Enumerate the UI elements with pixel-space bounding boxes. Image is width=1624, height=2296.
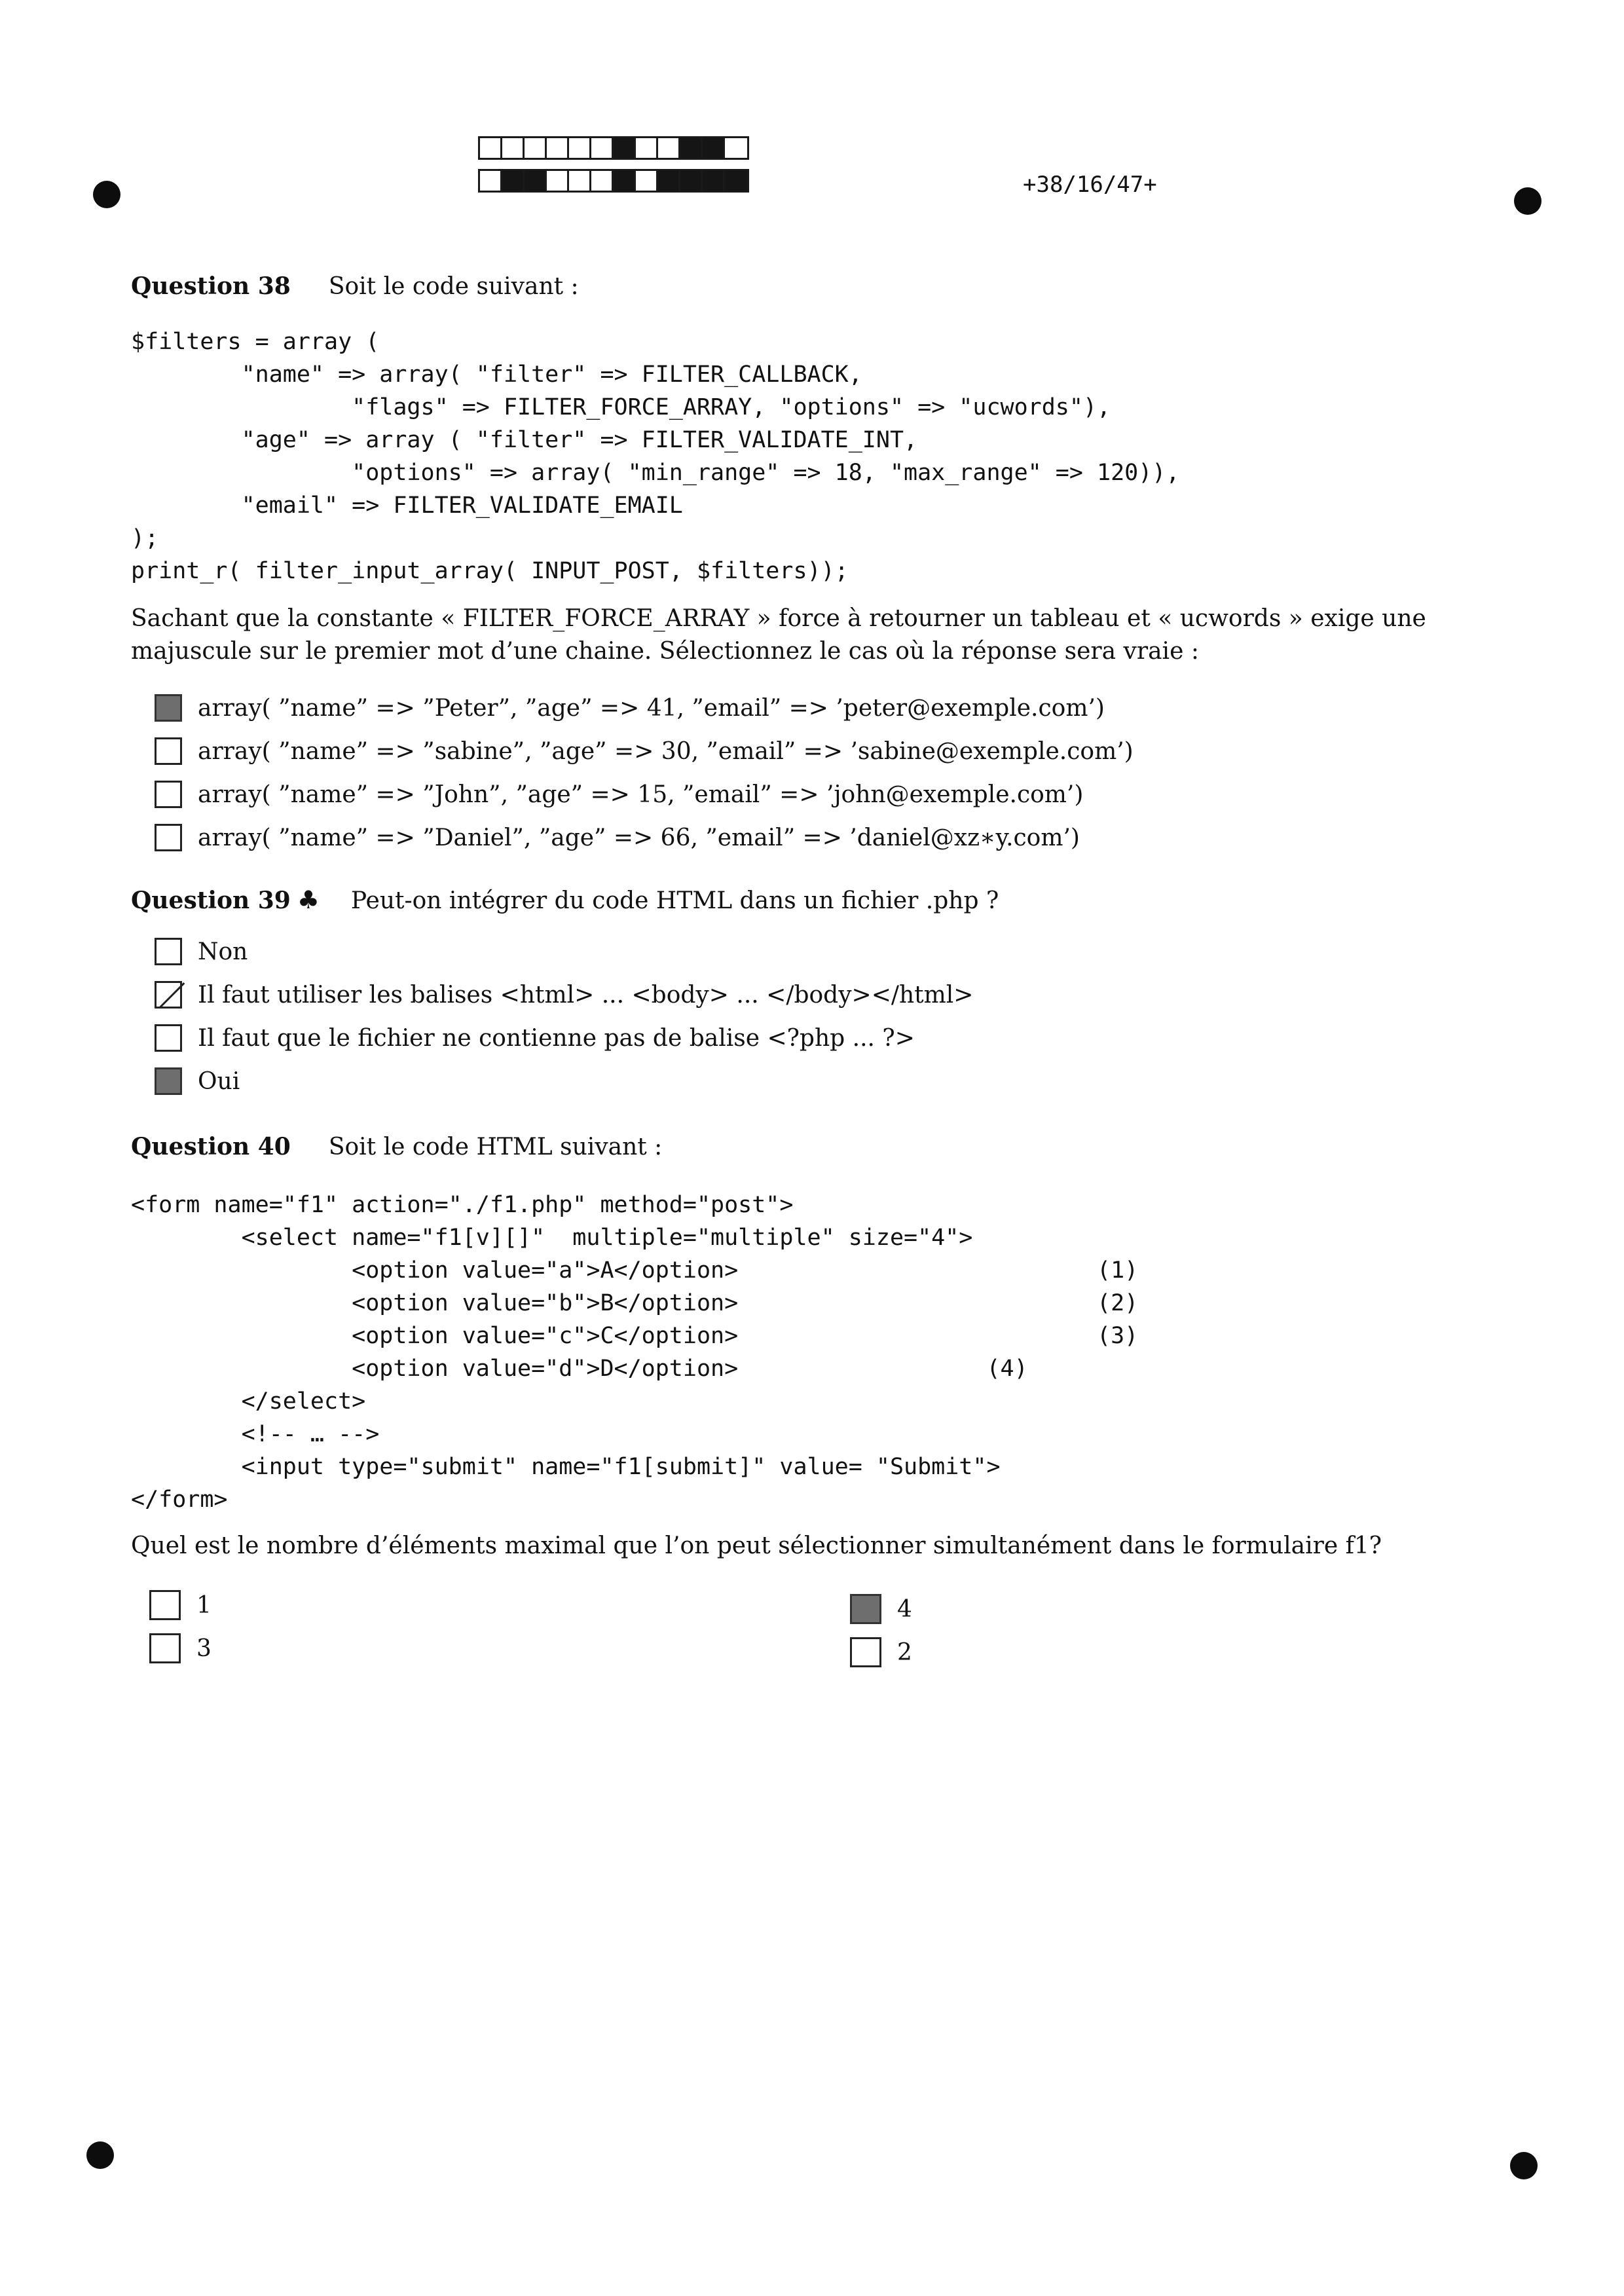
checkbox[interactable]	[155, 981, 182, 1009]
choice-label: Il faut utiliser les balises <html> ... <body> ... </body></html>	[198, 981, 974, 1009]
barcode-cell	[569, 171, 591, 191]
checkbox[interactable]	[155, 938, 182, 965]
checkbox[interactable]	[155, 781, 182, 808]
checkbox[interactable]	[155, 1024, 182, 1052]
q40-text: Quel est le nombre d’éléments maximal que l’on peut sélectionner simultanément dans le formulaire f1?	[131, 1532, 1382, 1559]
barcode-cell	[502, 138, 525, 158]
barcode-cell	[680, 138, 703, 158]
question-number: Question 38	[131, 272, 291, 300]
checkbox[interactable]	[155, 824, 182, 851]
choice-label: Oui	[198, 1067, 240, 1095]
choice-label: 1	[196, 1591, 212, 1619]
checkbox[interactable]	[155, 694, 182, 722]
q38-code-block: $filters = array ( "name" => array( "filter" => FILTER_CALLBACK, "flags" => FILTER_FORCE_ARRAY, "options" => "ucwords"), "age" => array ( "filter" => FILTER_VALIDATE_INT, "options" => array( "min_range" => 18, "max_range" => 120)), "email" => FILTER_VALIDATE_EMAIL ); print_r( filter_input_array( INPUT_POST, $filters));	[131, 329, 1180, 584]
checkbox[interactable]	[850, 1594, 881, 1624]
q39-choice[interactable]	[155, 1067, 240, 1095]
registration-mark-bottom-right	[1510, 2152, 1538, 2179]
question-number: Question 39	[131, 887, 291, 914]
barcode-cell	[636, 138, 658, 158]
choice-label: 4	[897, 1595, 912, 1623]
barcode-cell	[658, 138, 680, 158]
barcode-cell	[614, 171, 636, 191]
barcode-cell	[569, 138, 591, 158]
registration-mark-bottom-left	[86, 2141, 114, 2169]
barcode-cell	[725, 138, 747, 158]
barcode-cell	[591, 138, 614, 158]
page-id: +38/16/47+	[1023, 172, 1157, 198]
barcode-cell	[614, 138, 636, 158]
q38-text: Sachant que la constante « FILTER_FORCE_ARRAY » force à retourner un tableau et « ucwords » exige une majuscule sur le premier mot d’une chaine. Sélectionnez le cas où la réponse sera vraie :	[131, 605, 1426, 665]
question-prompt: Soit le code suivant :	[328, 273, 579, 300]
barcode-bottom	[478, 169, 749, 193]
choice-label: Non	[198, 938, 248, 965]
q39-choice[interactable]	[155, 981, 973, 1009]
choice-label: 2	[897, 1639, 912, 1666]
q40-choice[interactable]	[850, 1637, 912, 1667]
q38-choice[interactable]	[155, 694, 1105, 722]
q38-choice[interactable]	[155, 737, 1134, 765]
barcode-cell	[547, 138, 569, 158]
barcode-cell	[525, 171, 547, 191]
club-icon: ♣	[297, 885, 320, 914]
question-number: Question 40	[131, 1133, 291, 1160]
barcode-cell	[525, 138, 547, 158]
q40-choice[interactable]	[149, 1633, 212, 1663]
choice-label: 3	[196, 1635, 212, 1662]
barcode-cell	[658, 171, 680, 191]
q38-choice[interactable]	[155, 824, 1080, 851]
checkbox[interactable]	[850, 1637, 881, 1667]
barcode-cell	[480, 171, 502, 191]
choice-label: array( ”name” => ”John”, ”age” => 15, ”email” => ’john@exemple.com’)	[198, 781, 1084, 808]
barcode-cell	[547, 171, 569, 191]
registration-mark-top-right	[1514, 187, 1541, 215]
question-40-header	[131, 1133, 662, 1160]
choice-label: array( ”name” => ”Daniel”, ”age” => 66, ”email” => ’daniel@xz∗y.com’)	[198, 824, 1080, 851]
barcode-cell	[680, 171, 703, 191]
checkbox[interactable]	[155, 1067, 182, 1095]
barcode-cell	[703, 138, 725, 158]
registration-mark-top-left	[93, 181, 120, 208]
barcode-cell	[591, 171, 614, 191]
barcode-cell	[502, 171, 525, 191]
barcode-cell	[480, 138, 502, 158]
q38-choice[interactable]	[155, 781, 1083, 808]
question-39-header	[131, 885, 999, 914]
question-prompt: Peut-on intégrer du code HTML dans un fichier .php ?	[350, 887, 999, 914]
choice-label: Il faut que le fichier ne contienne pas de balise <?php ... ?>	[198, 1024, 915, 1052]
q40-choice[interactable]	[149, 1590, 212, 1620]
checkbox[interactable]	[155, 737, 182, 765]
q39-choice[interactable]	[155, 938, 248, 965]
q40-code-block: <form name="f1" action="./f1.php" method="post"> <select name="f1[v][]" multiple="multiple" size="4"> <option value="a">A</option> (1) <option value="b">B</option> (2) <option value="c">C</option> (3) <option value="d">D</option> (4) </select> <!-- … --> <input type="submit" name="f1[submit]" value= "Submit"> </form>	[131, 1192, 1139, 1513]
barcode-cell	[636, 171, 658, 191]
checkbox[interactable]	[149, 1633, 181, 1663]
q39-choice[interactable]	[155, 1024, 915, 1052]
question-38-header	[131, 272, 579, 300]
barcode-top	[478, 136, 749, 160]
q40-choice[interactable]	[850, 1594, 912, 1624]
checkbox[interactable]	[149, 1590, 181, 1620]
barcode-cell	[725, 171, 747, 191]
barcode-cell	[703, 171, 725, 191]
choice-label: array( ”name” => ”sabine”, ”age” => 30, ”email” => ’sabine@exemple.com’)	[198, 737, 1134, 765]
question-prompt: Soit le code HTML suivant :	[328, 1134, 663, 1160]
choice-label: array( ”name” => ”Peter”, ”age” => 41, ”email” => ’peter@exemple.com’)	[198, 694, 1105, 722]
